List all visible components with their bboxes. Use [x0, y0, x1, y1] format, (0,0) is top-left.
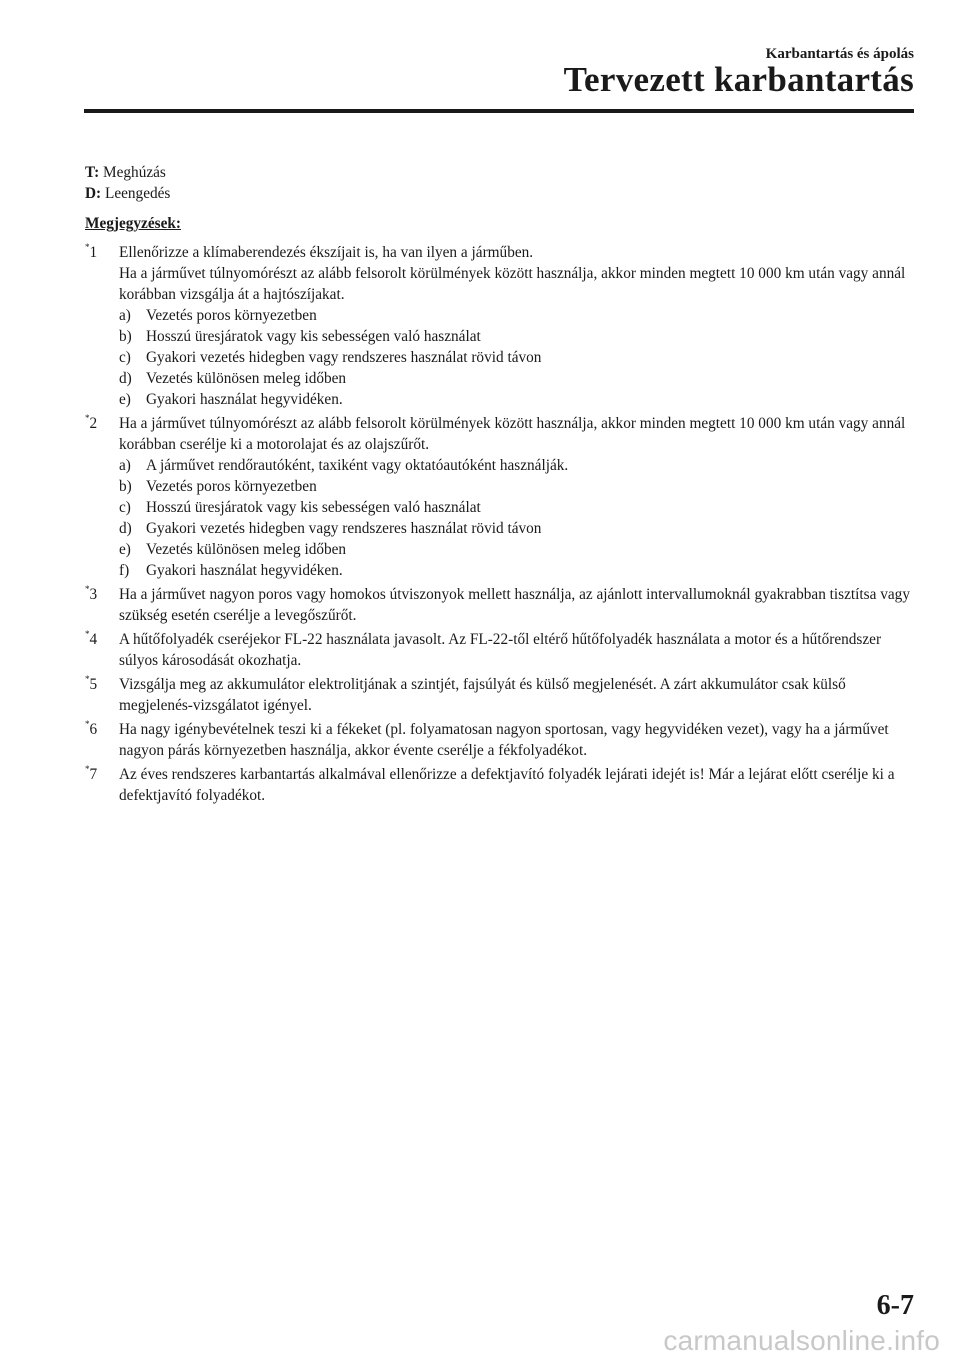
legend-text: Meghúzás [103, 164, 166, 181]
legend-key: T: [85, 164, 100, 181]
sub-item-letter: b) [119, 478, 132, 495]
sub-item-letter: c) [119, 349, 131, 366]
note-sub-item [119, 368, 917, 389]
note-number [85, 413, 119, 581]
note-item [85, 584, 917, 626]
note-item [85, 413, 917, 581]
sub-item-text: Gyakori vezetés hidegben vagy rendszeres használat rövid távon [146, 349, 542, 366]
footnote-marker: * [85, 719, 90, 729]
note-item [85, 242, 917, 410]
note-number [85, 764, 119, 806]
note-number-text: 5 [89, 676, 98, 693]
note-body [119, 413, 917, 581]
note-text: Vizsgálja meg az akkumulátor elektrolitjának a szintjét, fajsúlyát és külső megjelenését. A zárt akkumulátor csak külső megjelenés-vizsgálatot igényel. [119, 676, 846, 714]
sub-item-text: Vezetés poros környezetben [146, 307, 317, 324]
note-text: Ellenőrizze a klímaberendezés ékszíjait is, ha van ilyen a járműben. [119, 244, 534, 261]
note-sub-item [119, 326, 917, 347]
note-number [85, 242, 119, 410]
sub-item-letter: d) [119, 520, 132, 537]
note-item [85, 719, 917, 761]
note-number-text: 7 [89, 766, 98, 783]
footnote-marker: * [85, 584, 90, 594]
notes-list [85, 242, 917, 806]
note-body [119, 764, 917, 806]
page-title: Tervezett karbantartás [563, 60, 914, 99]
note-sub-item [119, 518, 917, 539]
sub-item-letter: c) [119, 499, 131, 516]
header-divider [84, 109, 914, 113]
legend-key: D: [85, 185, 102, 202]
sub-item-letter: a) [119, 457, 131, 474]
sub-item-text: Hosszú üresjáratok vagy kis sebességen való használat [146, 328, 481, 345]
footnote-marker: * [85, 629, 90, 639]
note-item [85, 629, 917, 671]
sub-item-text: Vezetés különösen meleg időben [146, 370, 347, 387]
page-number: 6-7 [876, 1290, 914, 1321]
legend-text: Leengedés [104, 185, 171, 202]
note-item [85, 674, 917, 716]
note-number [85, 719, 119, 761]
sub-item-letter: e) [119, 391, 131, 408]
page-content [85, 162, 917, 806]
sub-item-text: Gyakori használat hegyvidéken. [146, 562, 343, 579]
sub-item-letter: d) [119, 370, 132, 387]
legend-tighten [85, 162, 917, 183]
footnote-marker: * [85, 413, 90, 423]
note-sub-item [119, 539, 917, 560]
sub-item-letter: f) [119, 562, 130, 579]
footnote-marker: * [85, 764, 90, 774]
note-body [119, 584, 917, 626]
note-number [85, 629, 119, 671]
sub-item-text: Vezetés különösen meleg időben [146, 541, 347, 558]
note-item [85, 764, 917, 806]
note-sub-item [119, 305, 917, 326]
note-number-text: 2 [89, 415, 98, 432]
footnote-marker: * [85, 674, 90, 684]
note-sub-item [119, 560, 917, 581]
note-number [85, 674, 119, 716]
sub-item-text: A járművet rendőrautóként, taxiként vagy oktatóautóként használják. [146, 457, 569, 474]
note-sub-item [119, 389, 917, 410]
watermark: carmanualsonline.info [663, 1325, 940, 1356]
note-body [119, 629, 917, 671]
sub-item-letter: a) [119, 307, 131, 324]
sub-item-text: Gyakori használat hegyvidéken. [146, 391, 343, 408]
sub-item-text: Vezetés poros környezetben [146, 478, 317, 495]
note-text: Az éves rendszeres karbantartás alkalmával ellenőrizze a defektjavító folyadék lejárati idejét is! Már a lejárat előtt cserélje ki a defektjavító folyadékot. [119, 766, 895, 804]
note-body [119, 719, 917, 761]
note-body [119, 242, 917, 410]
note-sub-item [119, 347, 917, 368]
footnote-marker: * [85, 242, 90, 252]
sub-item-letter: b) [119, 328, 132, 345]
note-body [119, 674, 917, 716]
note-sub-item [119, 476, 917, 497]
note-number [85, 584, 119, 626]
sub-item-text: Hosszú üresjáratok vagy kis sebességen való használat [146, 499, 481, 516]
note-text: Ha a járművet nagyon poros vagy homokos útviszonyok mellett használja, az ajánlott intervallumoknál gyakrabban tisztítsa vagy szükség esetén cserélje a levegőszűrőt. [119, 586, 910, 624]
note-text: A hűtőfolyadék cseréjekor FL-22 használata javasolt. Az FL-22-től eltérő hűtőfolyadék használata a motor és a hűtőrendszer súlyos károsodását okozhatja. [119, 631, 882, 669]
legend-drain [85, 183, 917, 204]
note-number-text: 3 [89, 586, 98, 603]
note-text: Ha nagy igénybevételnek teszi ki a fékeket (pl. folyamatosan nagyon sportosan, vagy hegyvidéken vezet), vagy ha a járművet nagyon párás környezetben használja, akkor évente cserélje a fékfolyadékot. [119, 721, 889, 759]
note-sub-item [119, 497, 917, 518]
sub-item-letter: e) [119, 541, 131, 558]
section-title: Karbantartás és ápolás [765, 46, 914, 62]
note-text: Ha a járművet túlnyomórészt az alább felsorolt körülmények között használja, akkor minden megtett 10 000 km után vagy annál korábban cserélje ki a motorolajat és az olajszűrőt. [119, 415, 906, 453]
note-number-text: 4 [89, 631, 98, 648]
note-number-text: 6 [89, 721, 98, 738]
note-number-text: 1 [89, 244, 98, 261]
notes-heading: Megjegyzések: [85, 215, 181, 232]
note-text: Ha a járművet túlnyomórészt az alább felsorolt körülmények között használja, akkor minden megtett 10 000 km után vagy annál korábban vizsgálja át a hajtószíjakat. [119, 265, 906, 303]
note-sub-item [119, 455, 917, 476]
sub-item-text: Gyakori vezetés hidegben vagy rendszeres használat rövid távon [146, 520, 542, 537]
